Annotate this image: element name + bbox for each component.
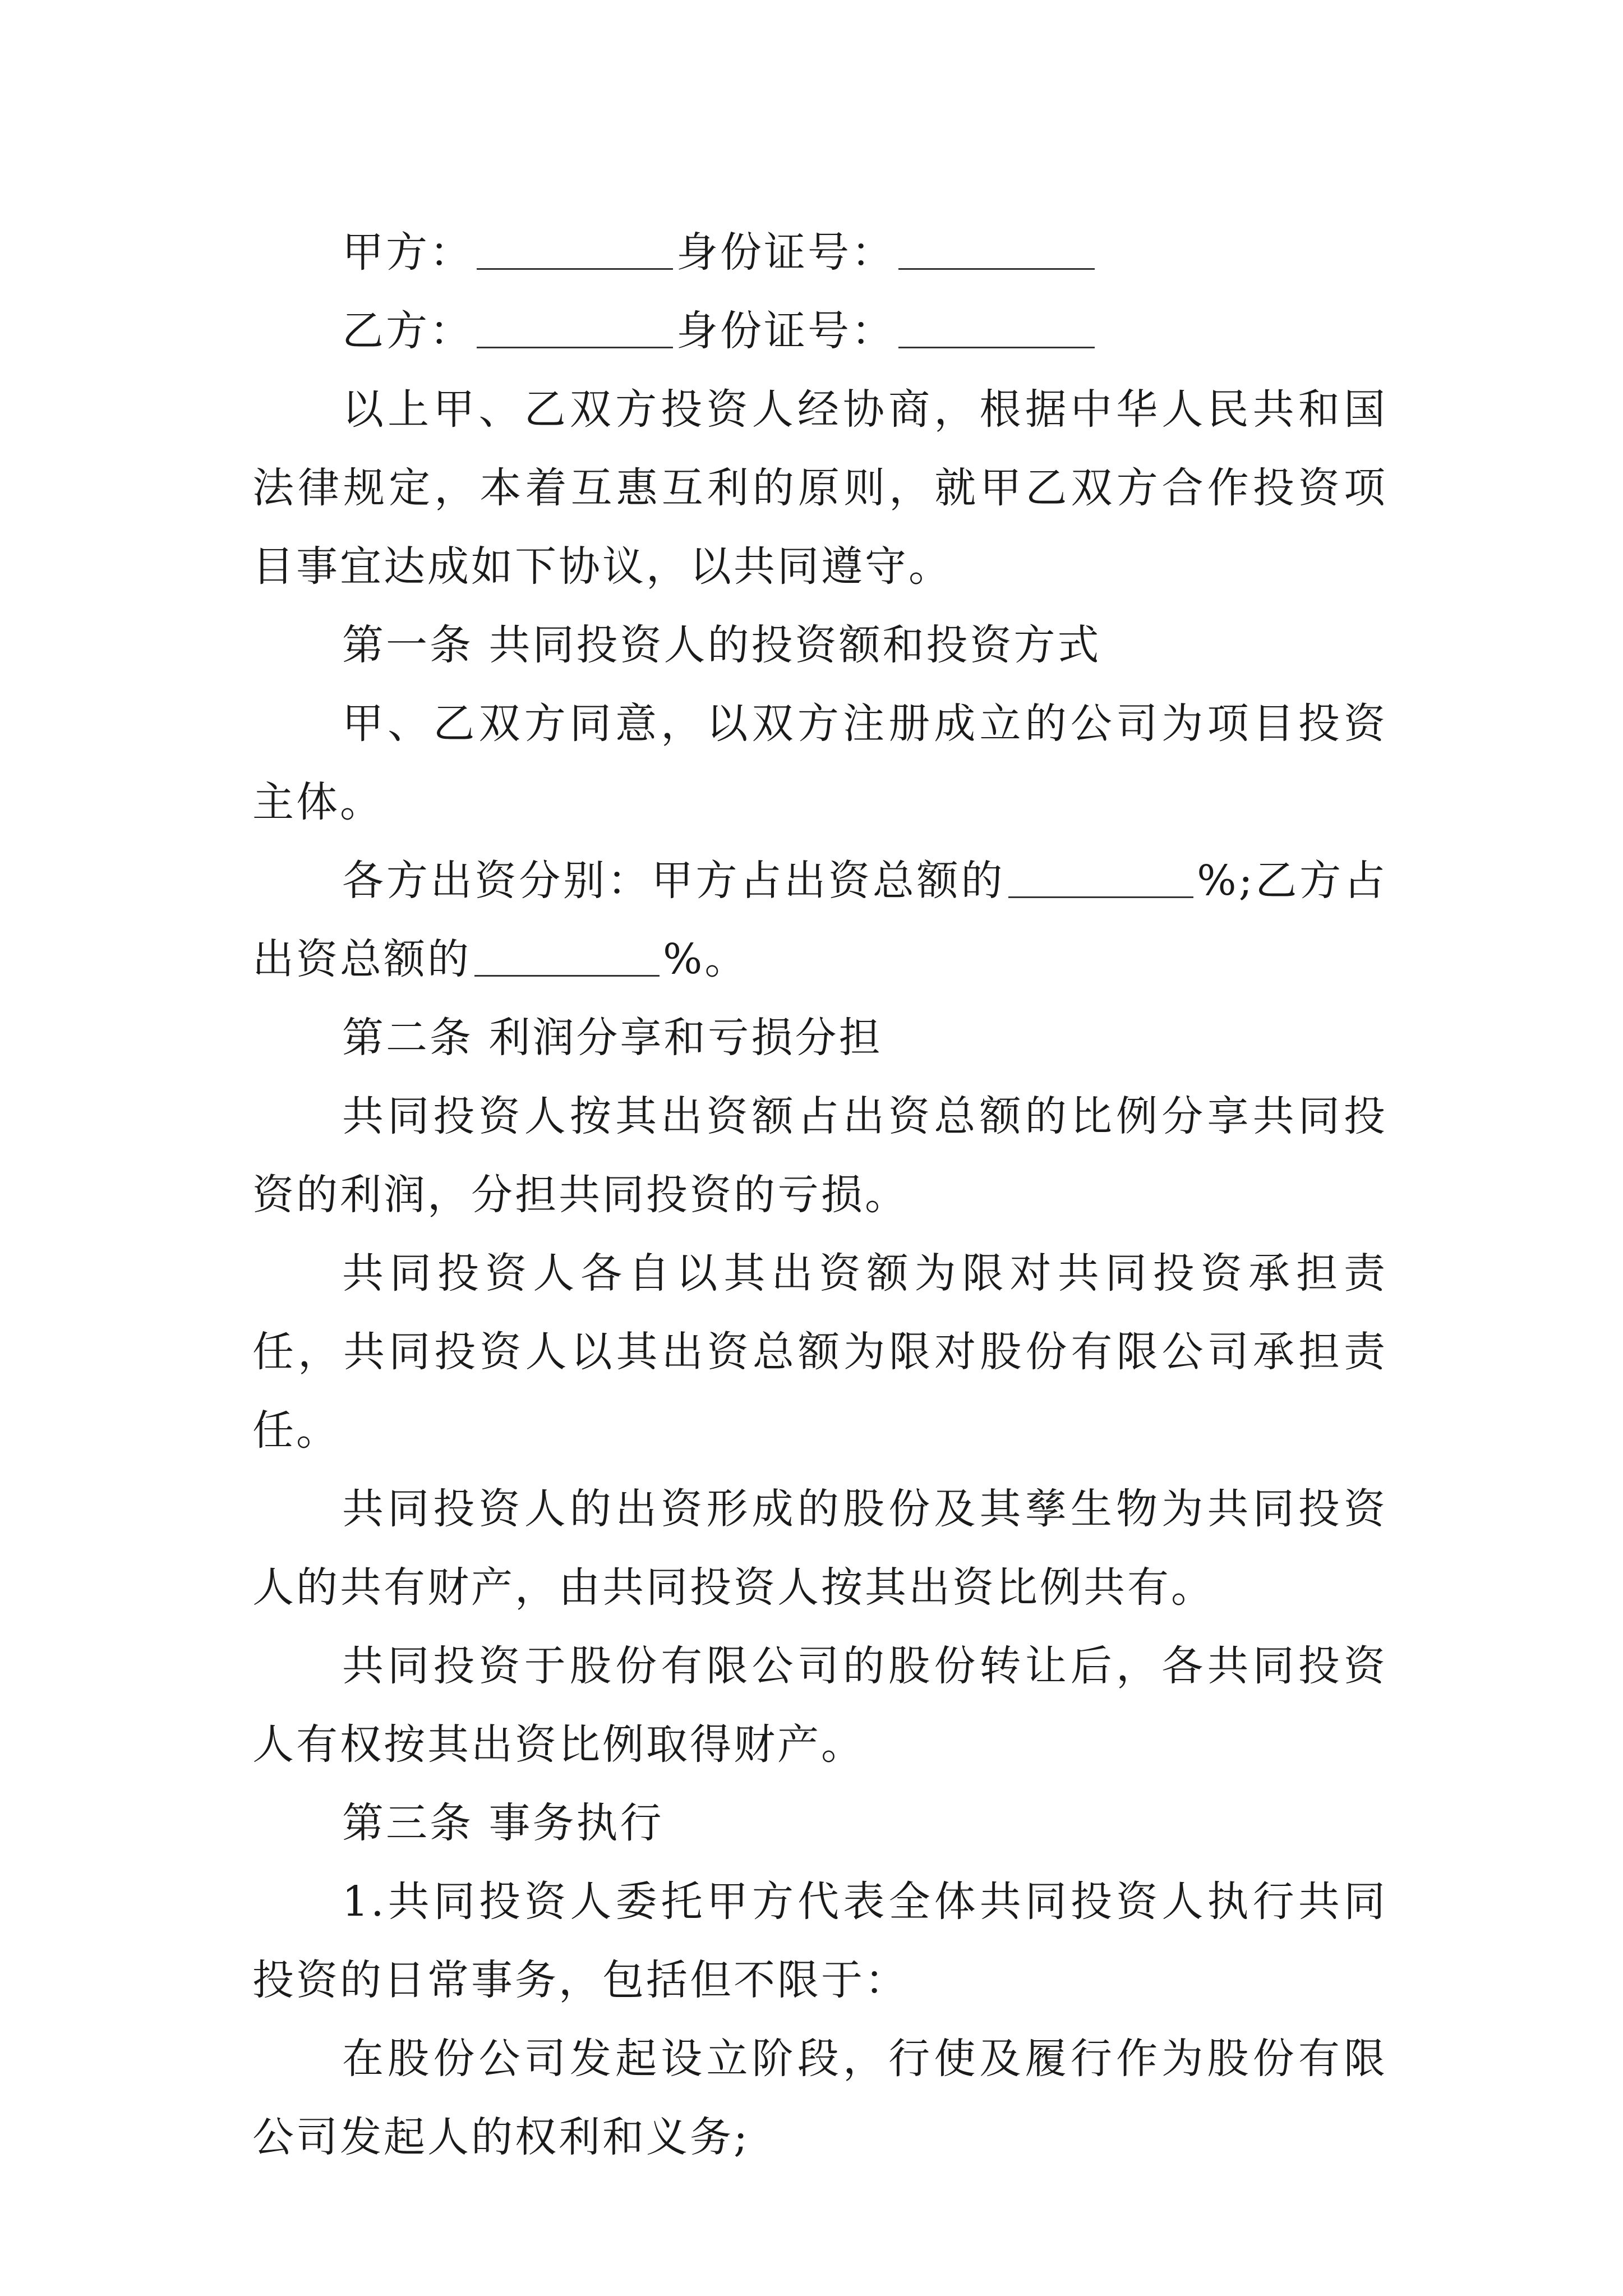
- party-b-name-blank[interactable]: [477, 307, 673, 348]
- party-a-label: 甲方：: [342, 228, 473, 277]
- article-1-paragraph-2: [252, 841, 1387, 999]
- article-2-paragraph-4: 共同投资于股份有限公司的股份转让后，各共同投资人有权按其出资比例取得财产。: [252, 1642, 1387, 1769]
- party-b-line: [252, 292, 1387, 370]
- contribution-prefix: 各方出资分别：甲方占出资总额的: [342, 857, 1006, 905]
- article-2-title: 第二条 利润分享和亏损分担: [342, 1014, 883, 1062]
- intro-paragraph: 以上甲、乙双方投资人经协商，根据中华人民共和国法律规定，本着互惠互利的原则，就甲乙双方合作投资项目事宜达成如下协议，以共同遵守。: [252, 385, 1387, 591]
- party-b-id-label: 身份证号：: [676, 307, 895, 355]
- article-1-title: 第一条 共同投资人的投资额和投资方式: [342, 621, 1101, 669]
- article-2-paragraph-1: 共同投资人按其出资额占出资总额的比例分享共同投资的利润，分担共同投资的亏损。: [252, 1092, 1387, 1219]
- article-3-title: 第三条 事务执行: [342, 1799, 664, 1847]
- contract-body: [252, 213, 1387, 2177]
- party-b-share-blank[interactable]: [474, 936, 660, 977]
- article-2-paragraph-2: 共同投资人各自以其出资额为限对共同投资承担责任，共同投资人以其出资总额为限对股份有限公司承担责任。: [252, 1249, 1387, 1455]
- party-a-name-blank[interactable]: [477, 229, 673, 270]
- article-2-paragraph-3: 共同投资人的出资形成的股份及其孳生物为共同投资人的共有财产，由共同投资人按其出资比例共有。: [252, 1485, 1387, 1612]
- article-3-paragraph-2: 在股份公司发起设立阶段，行使及履行作为股份有限公司发起人的权利和义务;: [252, 2035, 1387, 2161]
- party-a-share-blank[interactable]: [1008, 857, 1193, 898]
- contribution-suffix: %。: [663, 935, 749, 983]
- contribution-mid: %;乙方占出资总额的: [252, 857, 1388, 983]
- party-b-id-blank[interactable]: [898, 307, 1095, 348]
- party-a-id-blank[interactable]: [898, 229, 1095, 270]
- party-b-label: 乙方：: [342, 307, 473, 355]
- article-3-paragraph-1: 1.共同投资人委托甲方代表全体共同投资人执行共同投资的日常事务，包括但不限于：: [252, 1878, 1387, 2004]
- party-a-id-label: 身份证号：: [676, 228, 895, 277]
- party-a-line: [252, 213, 1387, 292]
- article-1-paragraph-1: 甲、乙双方同意，以双方注册成立的公司为项目投资主体。: [252, 700, 1387, 826]
